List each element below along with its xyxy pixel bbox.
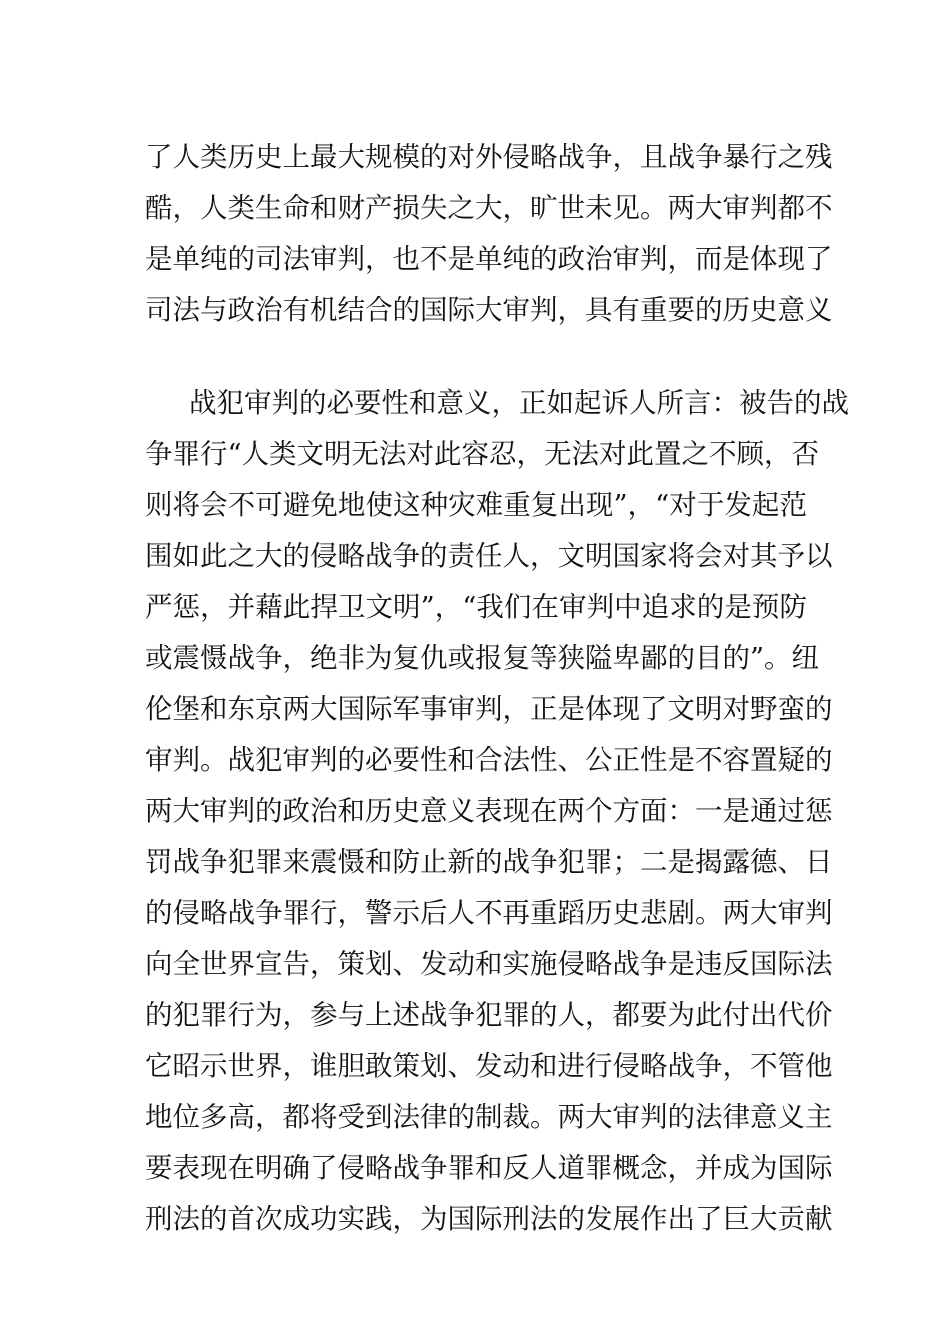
text-line: 酷，人类生命和财产损失之大，旷世未见。两大审判都不 [145, 192, 833, 224]
text-line: 严惩，并藉此捍卫文明”，“我们在审判中追求的是预防 [145, 591, 807, 623]
text-line: 则将会不可避免地使这种灾难重复出现”，“对于发起范 [145, 489, 807, 521]
text-line: 的犯罪行为，参与上述战争犯罪的人，都要为此付出代价 [145, 999, 833, 1031]
text-line: 两大审判的政治和历史意义表现在两个方面：一是通过惩 [145, 795, 833, 827]
text-line: 司法与政治有机结合的国际大审判，具有重要的历史意义 [145, 294, 833, 326]
paragraph-1 [145, 132, 833, 336]
text-line: 的侵略战争罪行，警示后人不再重蹈历史悲剧。两大审判 [145, 897, 833, 929]
text-line: 向全世界宣告，策划、发动和实施侵略战争是违反国际法 [145, 948, 833, 980]
text-line: 争罪行“人类文明无法对此容忍，无法对此置之不顾，否 [145, 438, 820, 470]
text-line: 刑法的首次成功实践，为国际刑法的发展作出了巨大贡献 [145, 1203, 833, 1235]
text-line: 地位多高，都将受到法律的制裁。两大审判的法律意义主 [145, 1101, 833, 1133]
text-line: 了人类历史上最大规模的对外侵略战争，且战争暴行之残 [145, 141, 833, 173]
text-line: 罚战争犯罪来震慑和防止新的战争犯罪；二是揭露德、日 [145, 846, 833, 878]
text-line: 伦堡和东京两大国际军事审判，正是体现了文明对野蛮的 [145, 693, 833, 725]
text-line: 它昭示世界，谁胆敢策划、发动和进行侵略战争，不管他 [145, 1050, 833, 1082]
text-line: 是单纯的司法审判，也不是单纯的政治审判，而是体现了 [145, 243, 833, 275]
text-line: 审判。战犯审判的必要性和合法性、公正性是不容置疑的 [145, 744, 833, 776]
text-line: 围如此之大的侵略战争的责任人，文明国家将会对其予以 [145, 540, 833, 572]
text-line: 战犯审判的必要性和意义，正如起诉人所言：被告的战 [189, 387, 849, 419]
text-line: 要表现在明确了侵略战争罪和反人道罪概念，并成为国际 [145, 1152, 833, 1184]
text-line: 或震慑战争，绝非为复仇或报复等狭隘卑鄙的目的”。纽 [145, 642, 820, 674]
paragraph-2 [145, 378, 849, 1245]
